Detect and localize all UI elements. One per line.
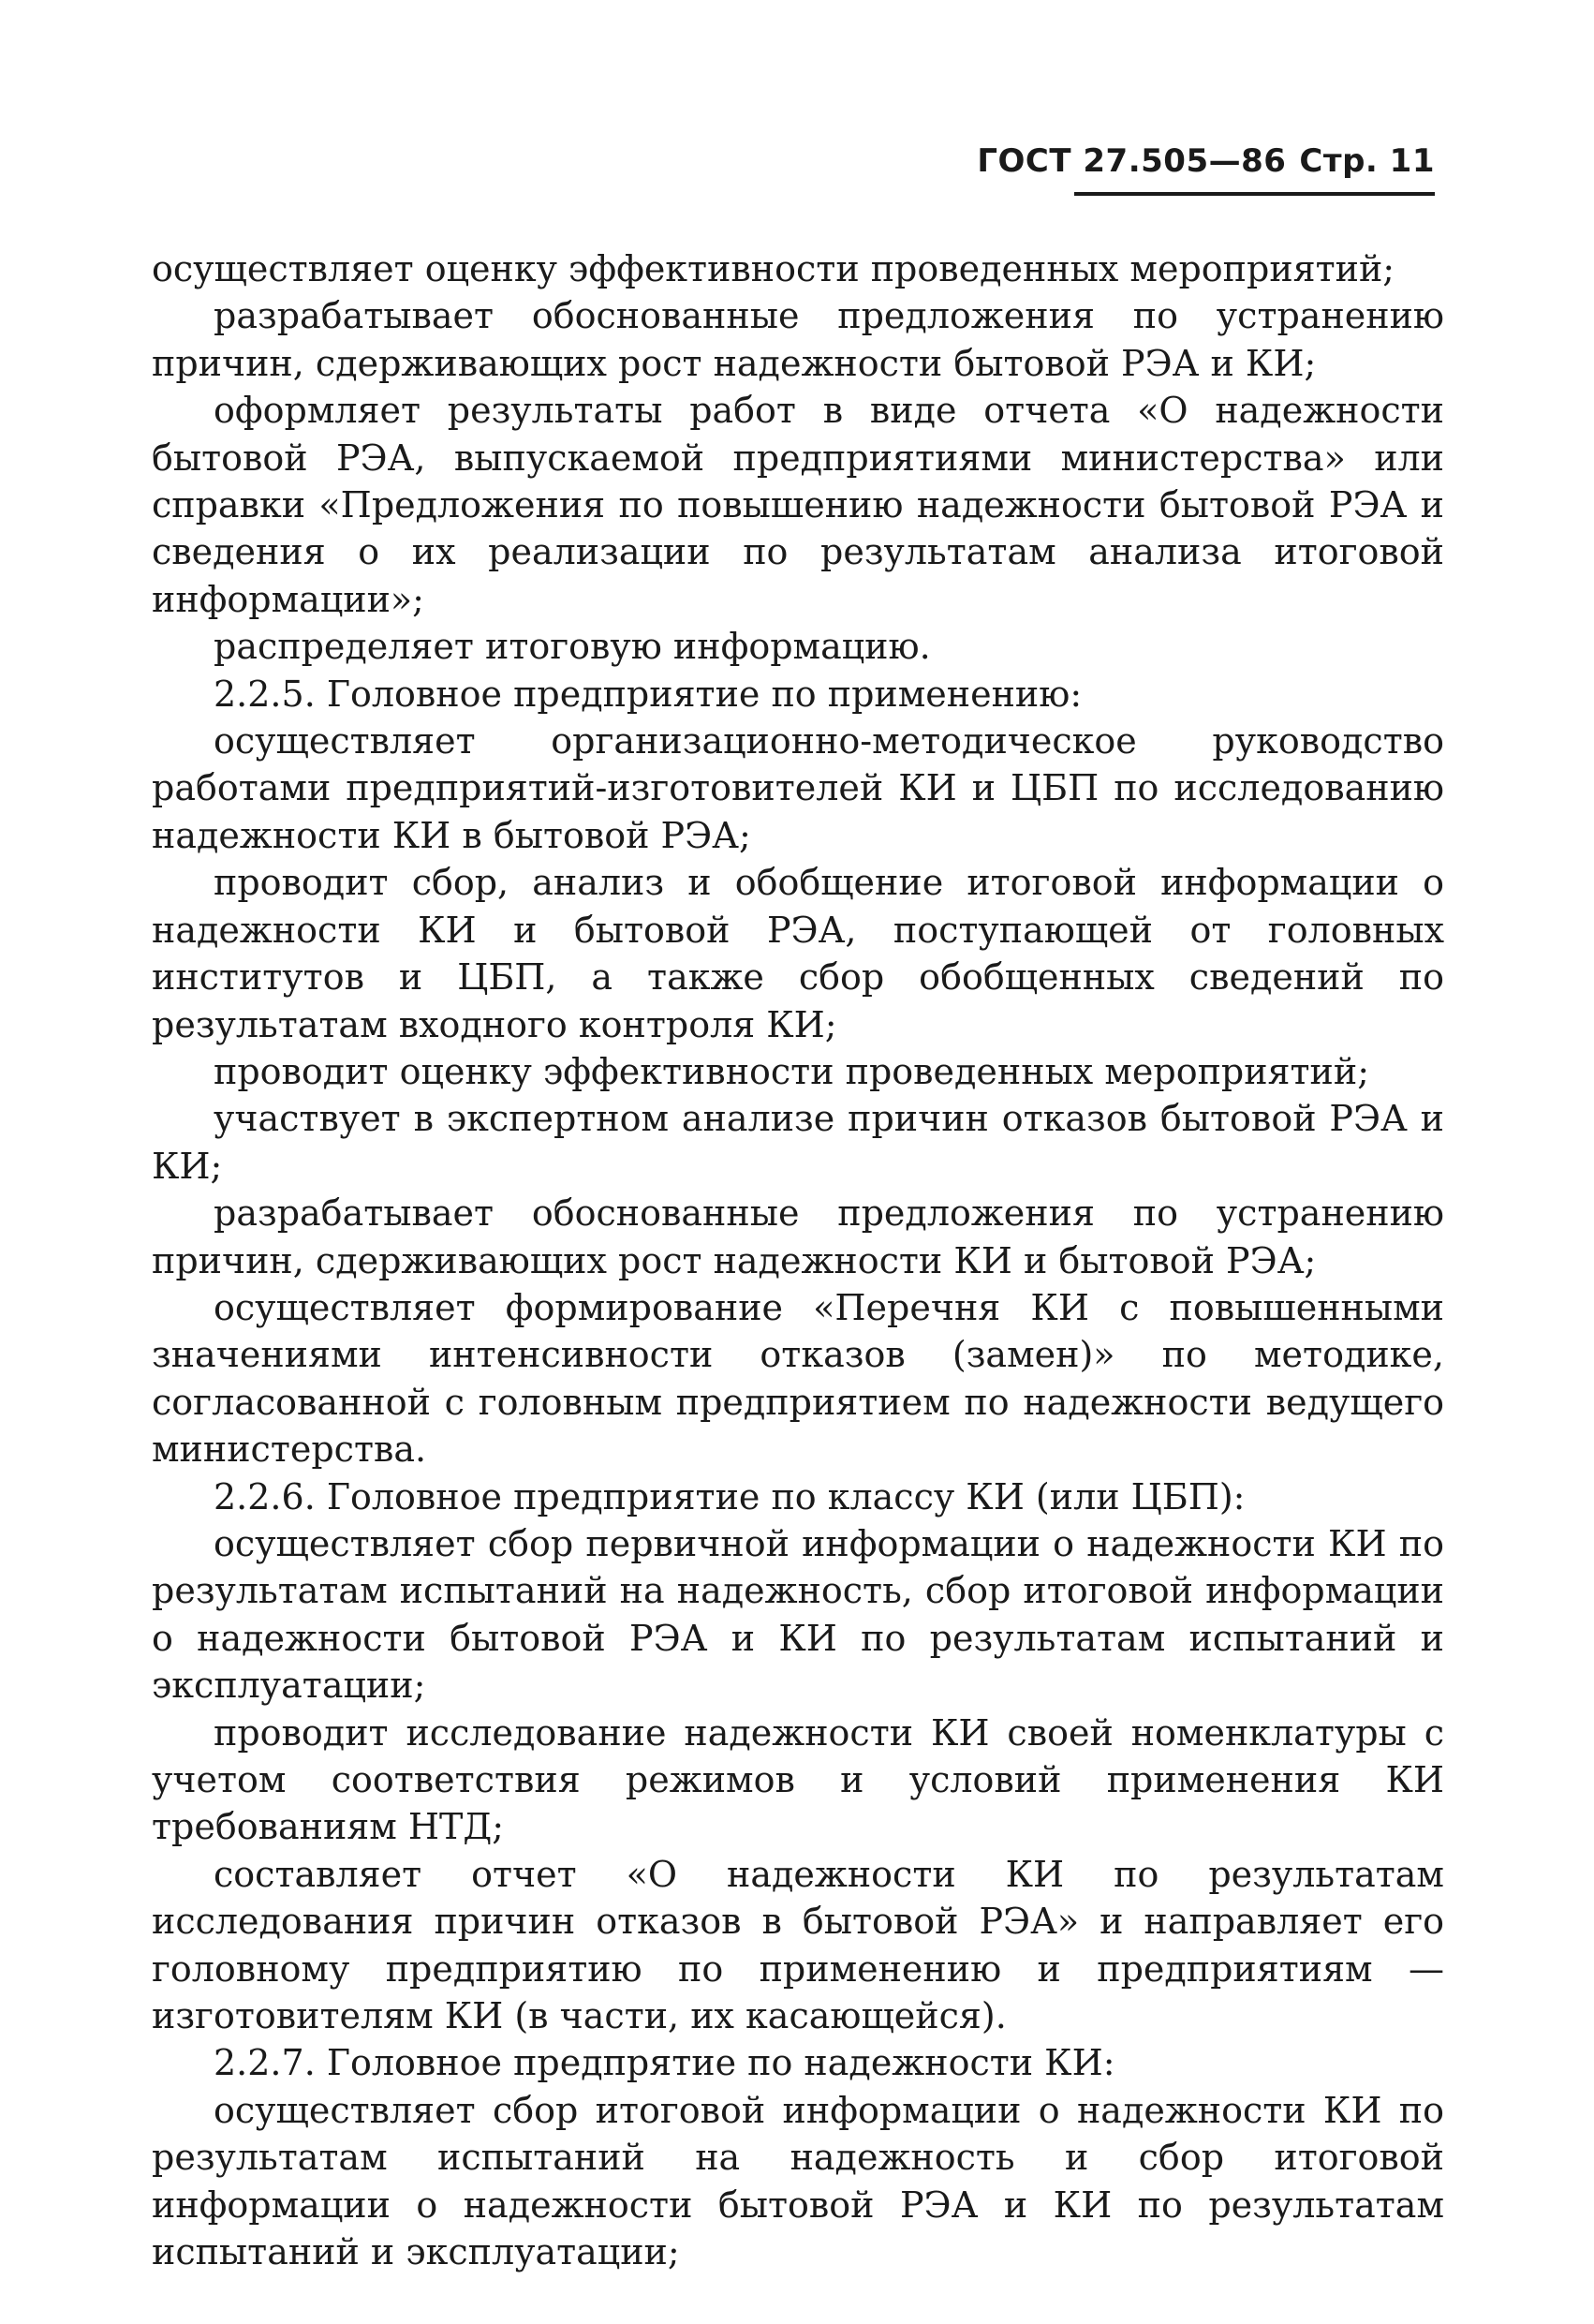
paragraph: осуществляет оценку эффективности проведенных мероприятий; (152, 248, 1395, 289)
paragraph: распределяет итоговую информацию. (214, 626, 931, 668)
paragraph: оформляет результаты работ в виде отчета «О надежности бытовой РЭА, выпускаемой предприятиями министерства» или справки «Предложения по повышению надежности бытовой РЭА и сведения о их реализации по результатам анализа итоговой информации»; (152, 390, 1444, 620)
document-id: ГОСТ 27.505—86 (977, 142, 1287, 180)
paragraph: осуществляет формирование «Перечня КИ с повышенными значениями интенсивности отказов (замен)» по методике, согласованной с головным предприятием по надежности ведущего министерства. (152, 1286, 1444, 1471)
paragraph: осуществляет сбор итоговой информации о надежности КИ по результатам испытаний на надежность и сбор итоговой информации о надежности бытовой РЭА и КИ по результатам испытаний и эксплуатации; (152, 2089, 1444, 2273)
document-body (152, 245, 1444, 2275)
page-number: Стр. 11 (1299, 142, 1435, 180)
section-heading: 2.2.7. Головное предпрятие по надежности КИ: (214, 2042, 1115, 2084)
paragraph: проводит сбор, анализ и обобщение итоговой информации о надежности КИ и бытовой РЭА, поступающей от головных институтов и ЦБП, а также сбор обобщенных сведений по результатам входного контроля КИ; (152, 862, 1444, 1045)
paragraph: составляет отчет «О надежности КИ по результатам исследования причин отказов в бытовой РЭА» и направляет его головному предприятию по применению и предприятиям — изготовителям КИ (в части, их касающейся). (152, 1853, 1444, 2037)
paragraph: разрабатывает обоснованные предложения по устранению причин, сдерживающих рост надежности бытовой РЭА и КИ; (152, 295, 1444, 384)
header-rule (1074, 192, 1435, 196)
section-heading: 2.2.5. Головное предприятие по применению: (214, 673, 1083, 715)
section-heading: 2.2.6. Головное предприятие по классу КИ (или ЦБП): (214, 1475, 1246, 1517)
page-header (977, 142, 1435, 180)
paragraph: осуществляет организационно-методическое руководство работами предприятий-изготовителей КИ и ЦБП по исследованию надежности КИ в бытовой РЭА; (152, 720, 1444, 856)
paragraph: осуществляет сбор первичной информации о надежности КИ по результатам испытаний на надежность, сбор итоговой информации о надежности бытовой РЭА и КИ по результатам испытаний и эксплуатации; (152, 1522, 1444, 1707)
paragraph: проводит исследование надежности КИ своей номенклатуры с учетом соответствия режимов и условий применения КИ требованиям НТД; (152, 1711, 1444, 1848)
paragraph: проводит оценку эффективности проведенных мероприятий; (214, 1050, 1369, 1092)
paragraph: разрабатывает обоснованные предложения по устранению причин, сдерживающих рост надежности КИ и бытовой РЭА; (152, 1192, 1444, 1281)
paragraph: участвует в экспертном анализе причин отказов бытовой РЭА и КИ; (152, 1098, 1444, 1187)
